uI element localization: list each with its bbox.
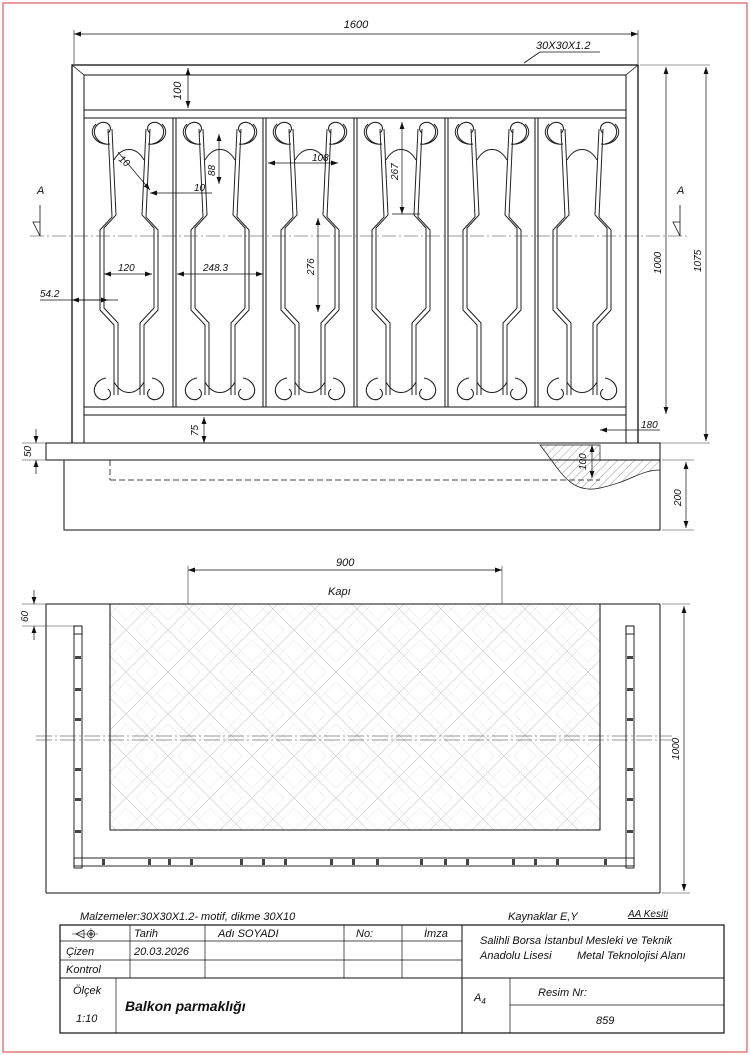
front-elevation [22,19,710,530]
dim-200: 200 [673,489,684,506]
paper-size-letter: A [474,992,482,1004]
title-block [60,909,724,1033]
dim-curl-a: 10 [116,153,132,170]
dim-108: 108 [312,153,329,164]
dim-curl-b: 10 [194,183,206,194]
dim-248: 248.3 [203,263,229,274]
section-a-right: A [677,185,685,197]
resim-value: 859 [596,1015,615,1027]
row-kontrol: Kontrol [66,964,101,976]
dim-50: 50 [23,445,34,457]
row-cizen: Çizen [66,946,95,958]
dim-1075: 1075 [693,249,704,272]
dim-120: 120 [118,263,135,274]
row-cizen-date: 20.03.2026 [134,946,190,958]
school-line2: Anadolu Lisesi [480,950,552,962]
col-no: No: [356,928,374,940]
section-a-left: A [37,185,45,197]
dim-75: 75 [190,424,201,436]
dim-276: 276 [306,258,317,275]
resim-label: Resim Nr: [538,987,587,999]
dim-1000-front: 1000 [653,251,664,274]
dim-54: 54.2 [40,289,60,300]
profile-label: 30X30X1.2 [536,40,591,52]
dim-180: 180 [641,420,658,431]
department: Metal Teknolojisi Alanı [577,950,686,962]
olcek-label: Ölçek [73,985,102,997]
door-label: Kapı [328,586,351,598]
paper-size [473,992,486,1006]
dim-1000-plan: 1000 [671,737,682,760]
section-ref: AA Kesiti [628,909,669,920]
dim-88: 88 [207,164,218,176]
col-tarih: Tarih [134,928,159,940]
col-adi: Adı SOYADI [218,928,279,940]
sources-note: Kaynaklar E,Y [508,911,578,923]
projection-symbol-icon [72,928,98,940]
dim-top-band: 100 [172,81,184,100]
col-imza: İmza [424,928,448,940]
dim-100-slab: 100 [578,453,589,470]
school-line1: Salihli Borsa İstanbul Mesleki ve Teknik [480,935,673,947]
dim-60: 60 [20,610,31,622]
plan-view [20,557,690,893]
dim-900: 900 [336,557,355,569]
dim-overall-width: 1600 [343,19,369,31]
drawing-title: Balkon parmaklığı [125,998,246,1014]
paper-size-index: 4 [481,997,486,1006]
dim-267: 267 [390,163,401,180]
materials-note: Malzemeler:30X30X1.2- motif, dikme 30X10 [80,911,296,923]
olcek-value: 1:10 [76,1013,98,1025]
